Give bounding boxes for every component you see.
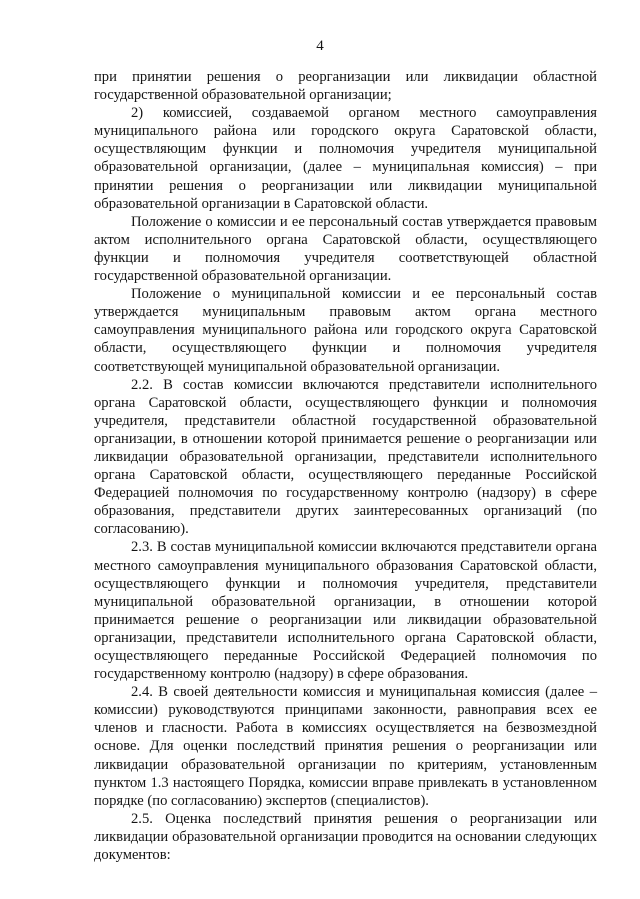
paragraph: Положение о комиссии и ее персональный состав утверждается правовым актом исполнительного органа Саратовской области, осуществляющего функции и полномочия учредителя соответствующей областной государственной образовательной организации. [94, 213, 597, 285]
page-number: 4 [316, 38, 324, 54]
paragraph: 2.3. В состав муниципальной комиссии включаются представители органа местного самоуправления муниципального образования Саратовской области, осуществляющего функции и полномочия учредителя, представители муниципальной образовательной организации, в отношении которой принимается решение о реорганизации или ликвидации образовательной организации, представители исполнительного органа Саратовской области, осуществляющего переданные Российской Федерацией полномочия по государственному контролю (надзору) в сфере образования. [94, 539, 597, 683]
paragraph: при принятии решения о реорганизации или ликвидации областной государственной образовательной организации; [94, 69, 597, 104]
paragraph: Положение о муниципальной комиссии и ее персональный состав утверждается муниципальным правовым актом органа местного самоуправления муниципального района или городского округа Саратовской области, осуществляющего функции и полномочия учредителя соответствующей муниципальной образовательной организации. [94, 286, 597, 375]
document-body [94, 68, 597, 864]
paragraph: 2.5. Оценка последствий принятия решения о реорганизации или ликвидации образовательной организации проводится на основании следующих документов: [94, 810, 597, 864]
paragraph: 2) комиссией, создаваемой органом местного самоуправления муниципального района или городского округа Саратовской области, осуществляющим функции и полномочия учредителя муниципальной образовательной организации, (далее – муниципальная комиссия) – при принятии решения о реорганизации или ликвидации муниципальной образовательной организации в Саратовской области. [94, 105, 597, 212]
paragraph: 2.2. В состав комиссии включаются представители исполнительного органа Саратовской области, осуществляющего функции и полномочия учредителя, представители областной государственной образовательной организации, в отношении которой принимается решение о реорганизации или ликвидации образовательной организации, представители исполнительного органа Саратовской области, осуществляющего переданные Российской Федерацией полномочия по государственному контролю (надзору) в сфере образования, представители других заинтересованных организаций (по согласованию). [94, 376, 597, 538]
paragraph: 2.4. В своей деятельности комиссия и муниципальная комиссия (далее – комиссии) руководствуются принципами законности, равноправия всех ее членов и гласности. Работа в комиссиях осуществляется на безвозмездной основе. Для оценки последствий принятия решения о реорганизации или ликвидации образовательной организации по критериям, установленным пунктом 1.3 настоящего Порядка, комиссии вправе привлекать в установленном порядке (по согласованию) экспертов (специалистов). [94, 684, 597, 809]
